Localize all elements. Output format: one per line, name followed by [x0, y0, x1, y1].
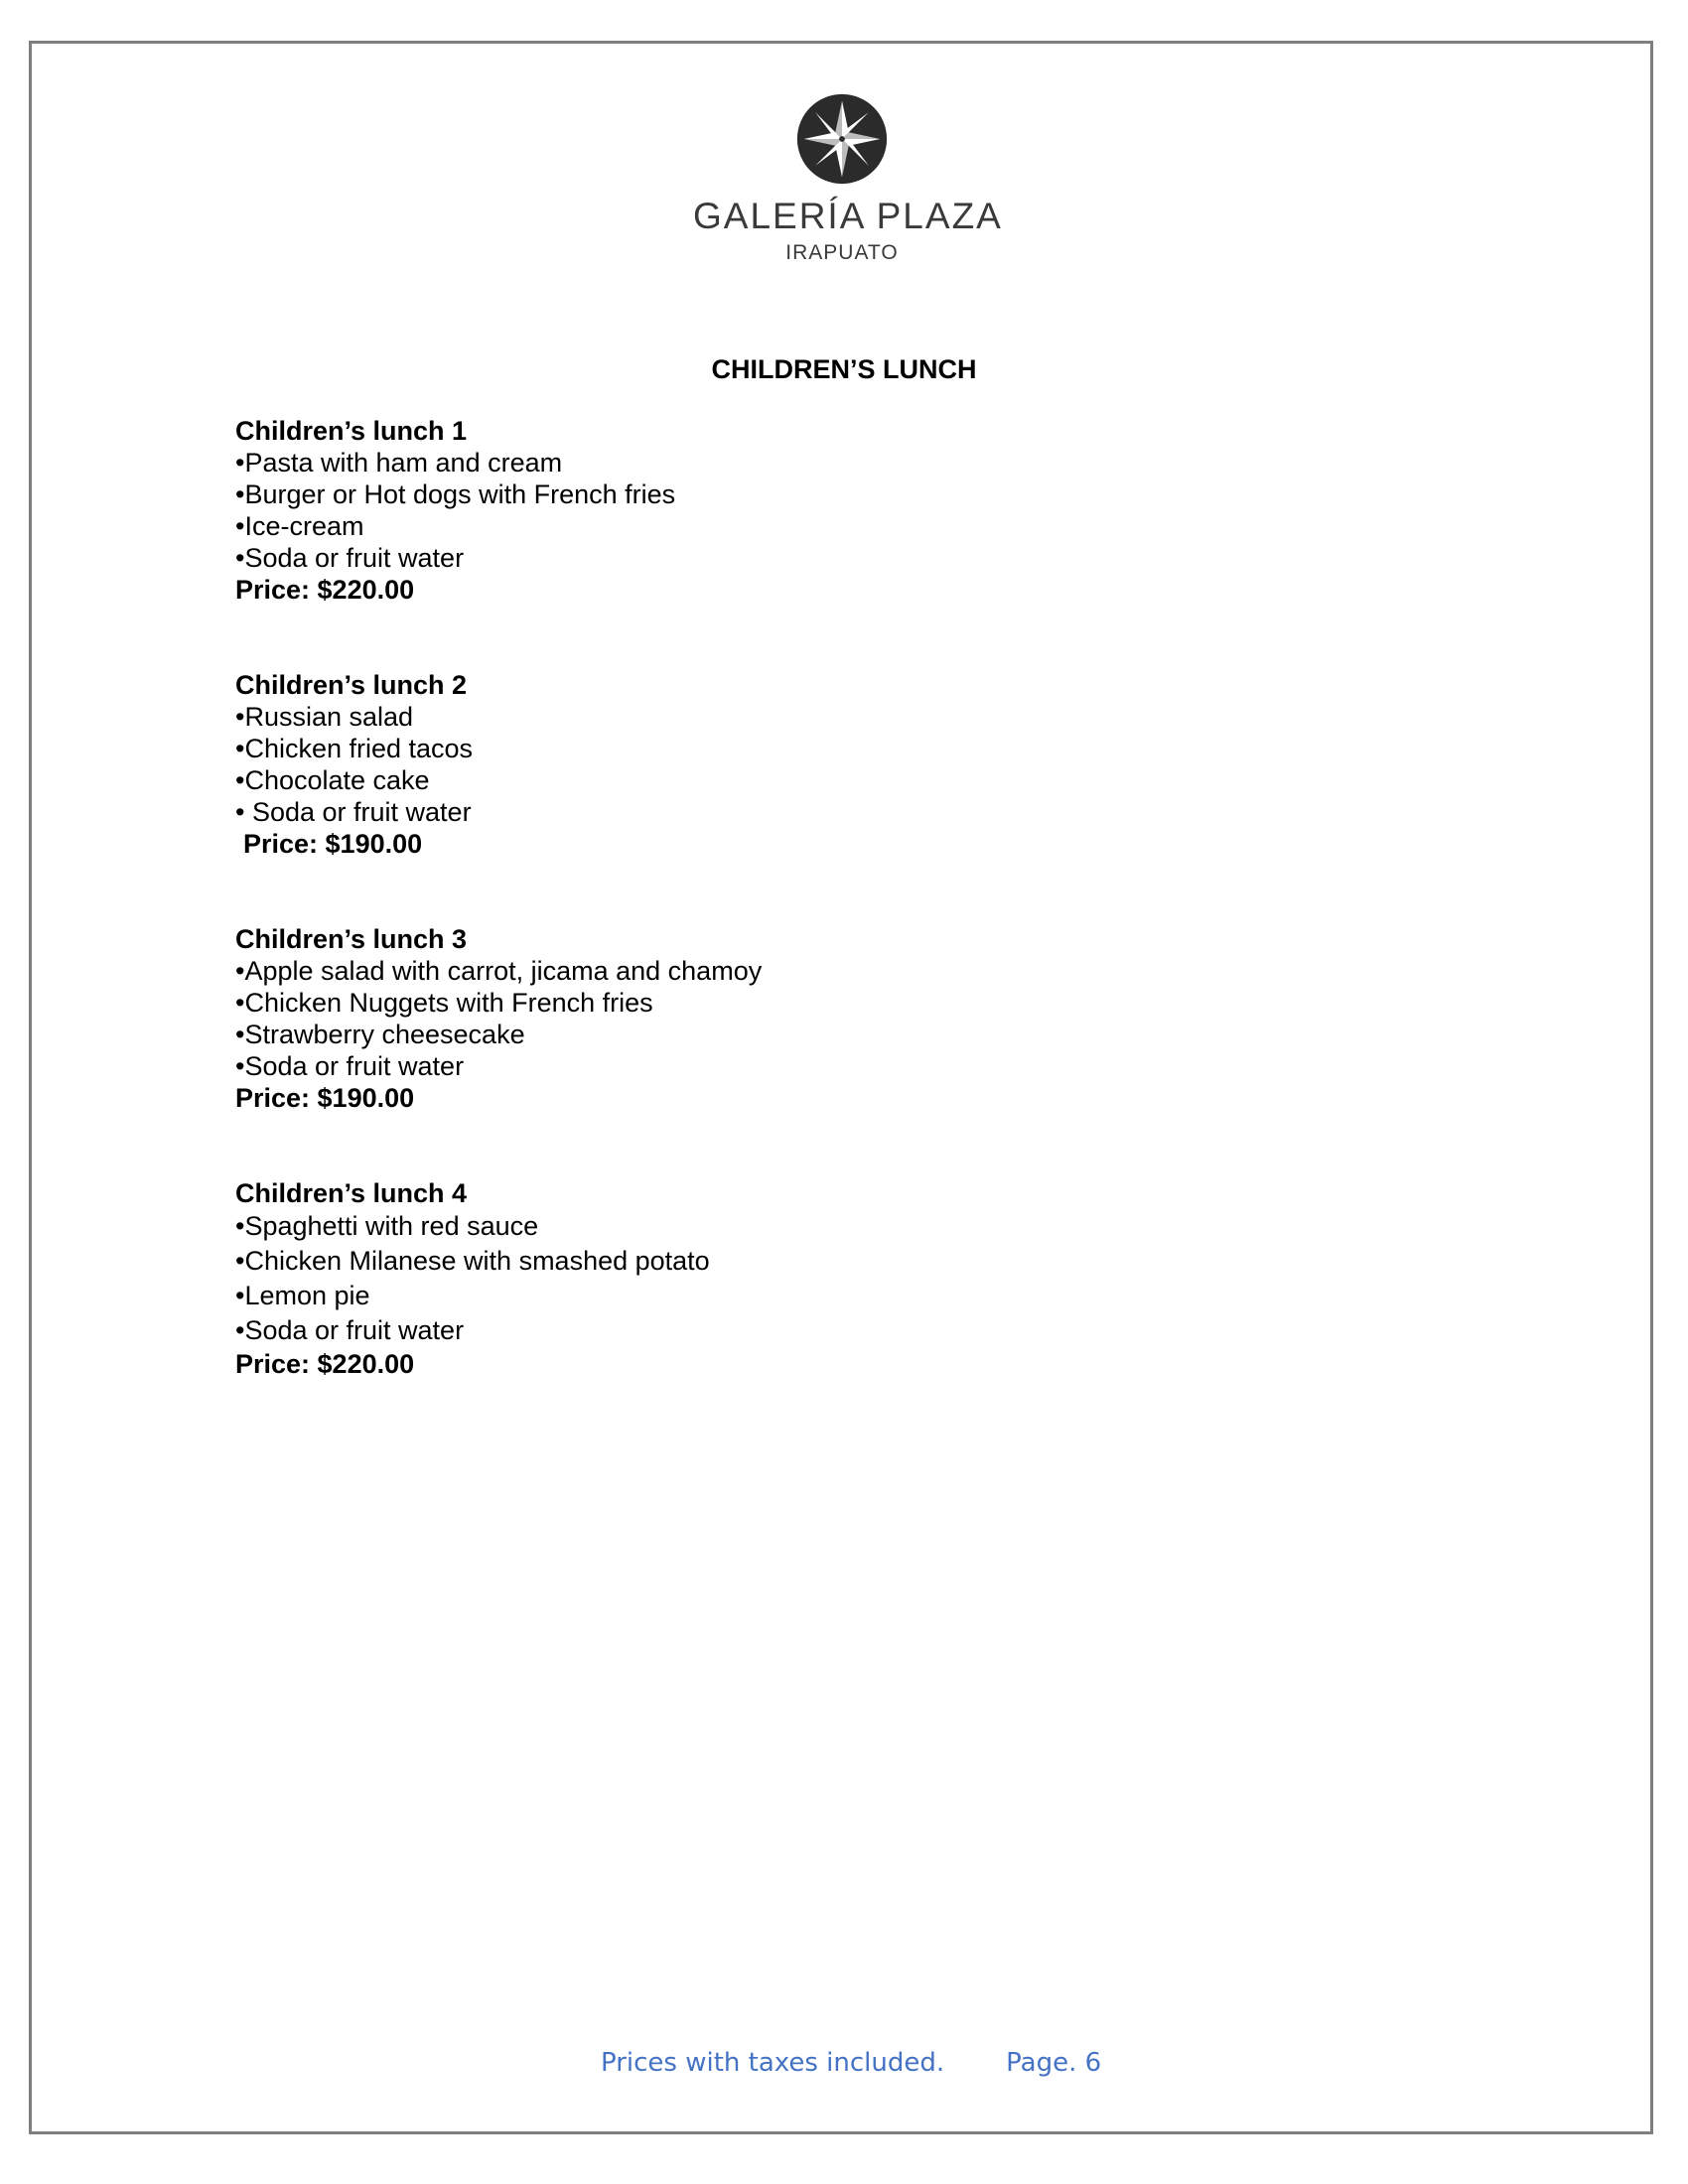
section-price: Price: $220.00: [235, 1349, 415, 1379]
menu-item: • Soda or fruit water: [235, 797, 472, 827]
section-price: Price: $190.00: [235, 1083, 415, 1113]
menu-item: •Strawberry cheesecake: [235, 1020, 525, 1049]
menu-item: •Pasta with ham and cream: [235, 448, 563, 478]
menu-section-4: [235, 1177, 1427, 1380]
menu-item: •Ice-cream: [235, 511, 364, 541]
section-price: Price: $190.00: [243, 829, 423, 859]
menu-item: •Chocolate cake: [235, 765, 430, 795]
menu-content: [235, 415, 1427, 1443]
section-title: Children’s lunch 3: [235, 924, 468, 954]
page-title: CHILDREN’S LUNCH: [711, 354, 977, 384]
section-price: Price: $220.00: [235, 575, 415, 605]
brand-name: GALERÍA PLAZA: [693, 196, 1003, 236]
brand-city: IRAPUATO: [785, 241, 899, 264]
footer-note: Prices with taxes included.: [601, 2048, 945, 2078]
menu-item: •Chicken fried tacos: [235, 734, 474, 763]
menu-item: •Chicken Milanese with smashed potato: [235, 1246, 710, 1276]
menu-item: •Spaghetti with red sauce: [235, 1211, 539, 1241]
section-title: Children’s lunch 2: [235, 670, 468, 700]
menu-section-1: [235, 415, 1427, 606]
page-number: Page. 6: [1006, 2048, 1102, 2078]
menu-item: •Soda or fruit water: [235, 1051, 465, 1081]
brand-logo: [693, 91, 1003, 286]
menu-item: •Apple salad with carrot, jicama and chamoy: [235, 956, 763, 986]
section-title: Children’s lunch 1: [235, 416, 468, 446]
menu-item: •Burger or Hot dogs with French fries: [235, 479, 676, 509]
menu-section-2: [235, 669, 1427, 860]
menu-item: •Chicken Nuggets with French fries: [235, 988, 653, 1018]
menu-item: •Soda or fruit water: [235, 543, 465, 573]
section-title: Children’s lunch 4: [235, 1178, 468, 1208]
menu-item: •Russian salad: [235, 702, 414, 732]
page-footer: [601, 2047, 1101, 2079]
menu-item: •Lemon pie: [235, 1281, 370, 1310]
menu-section-3: [235, 923, 1427, 1114]
menu-item: •Soda or fruit water: [235, 1315, 465, 1345]
compass-star-logo-icon: [794, 91, 890, 187]
